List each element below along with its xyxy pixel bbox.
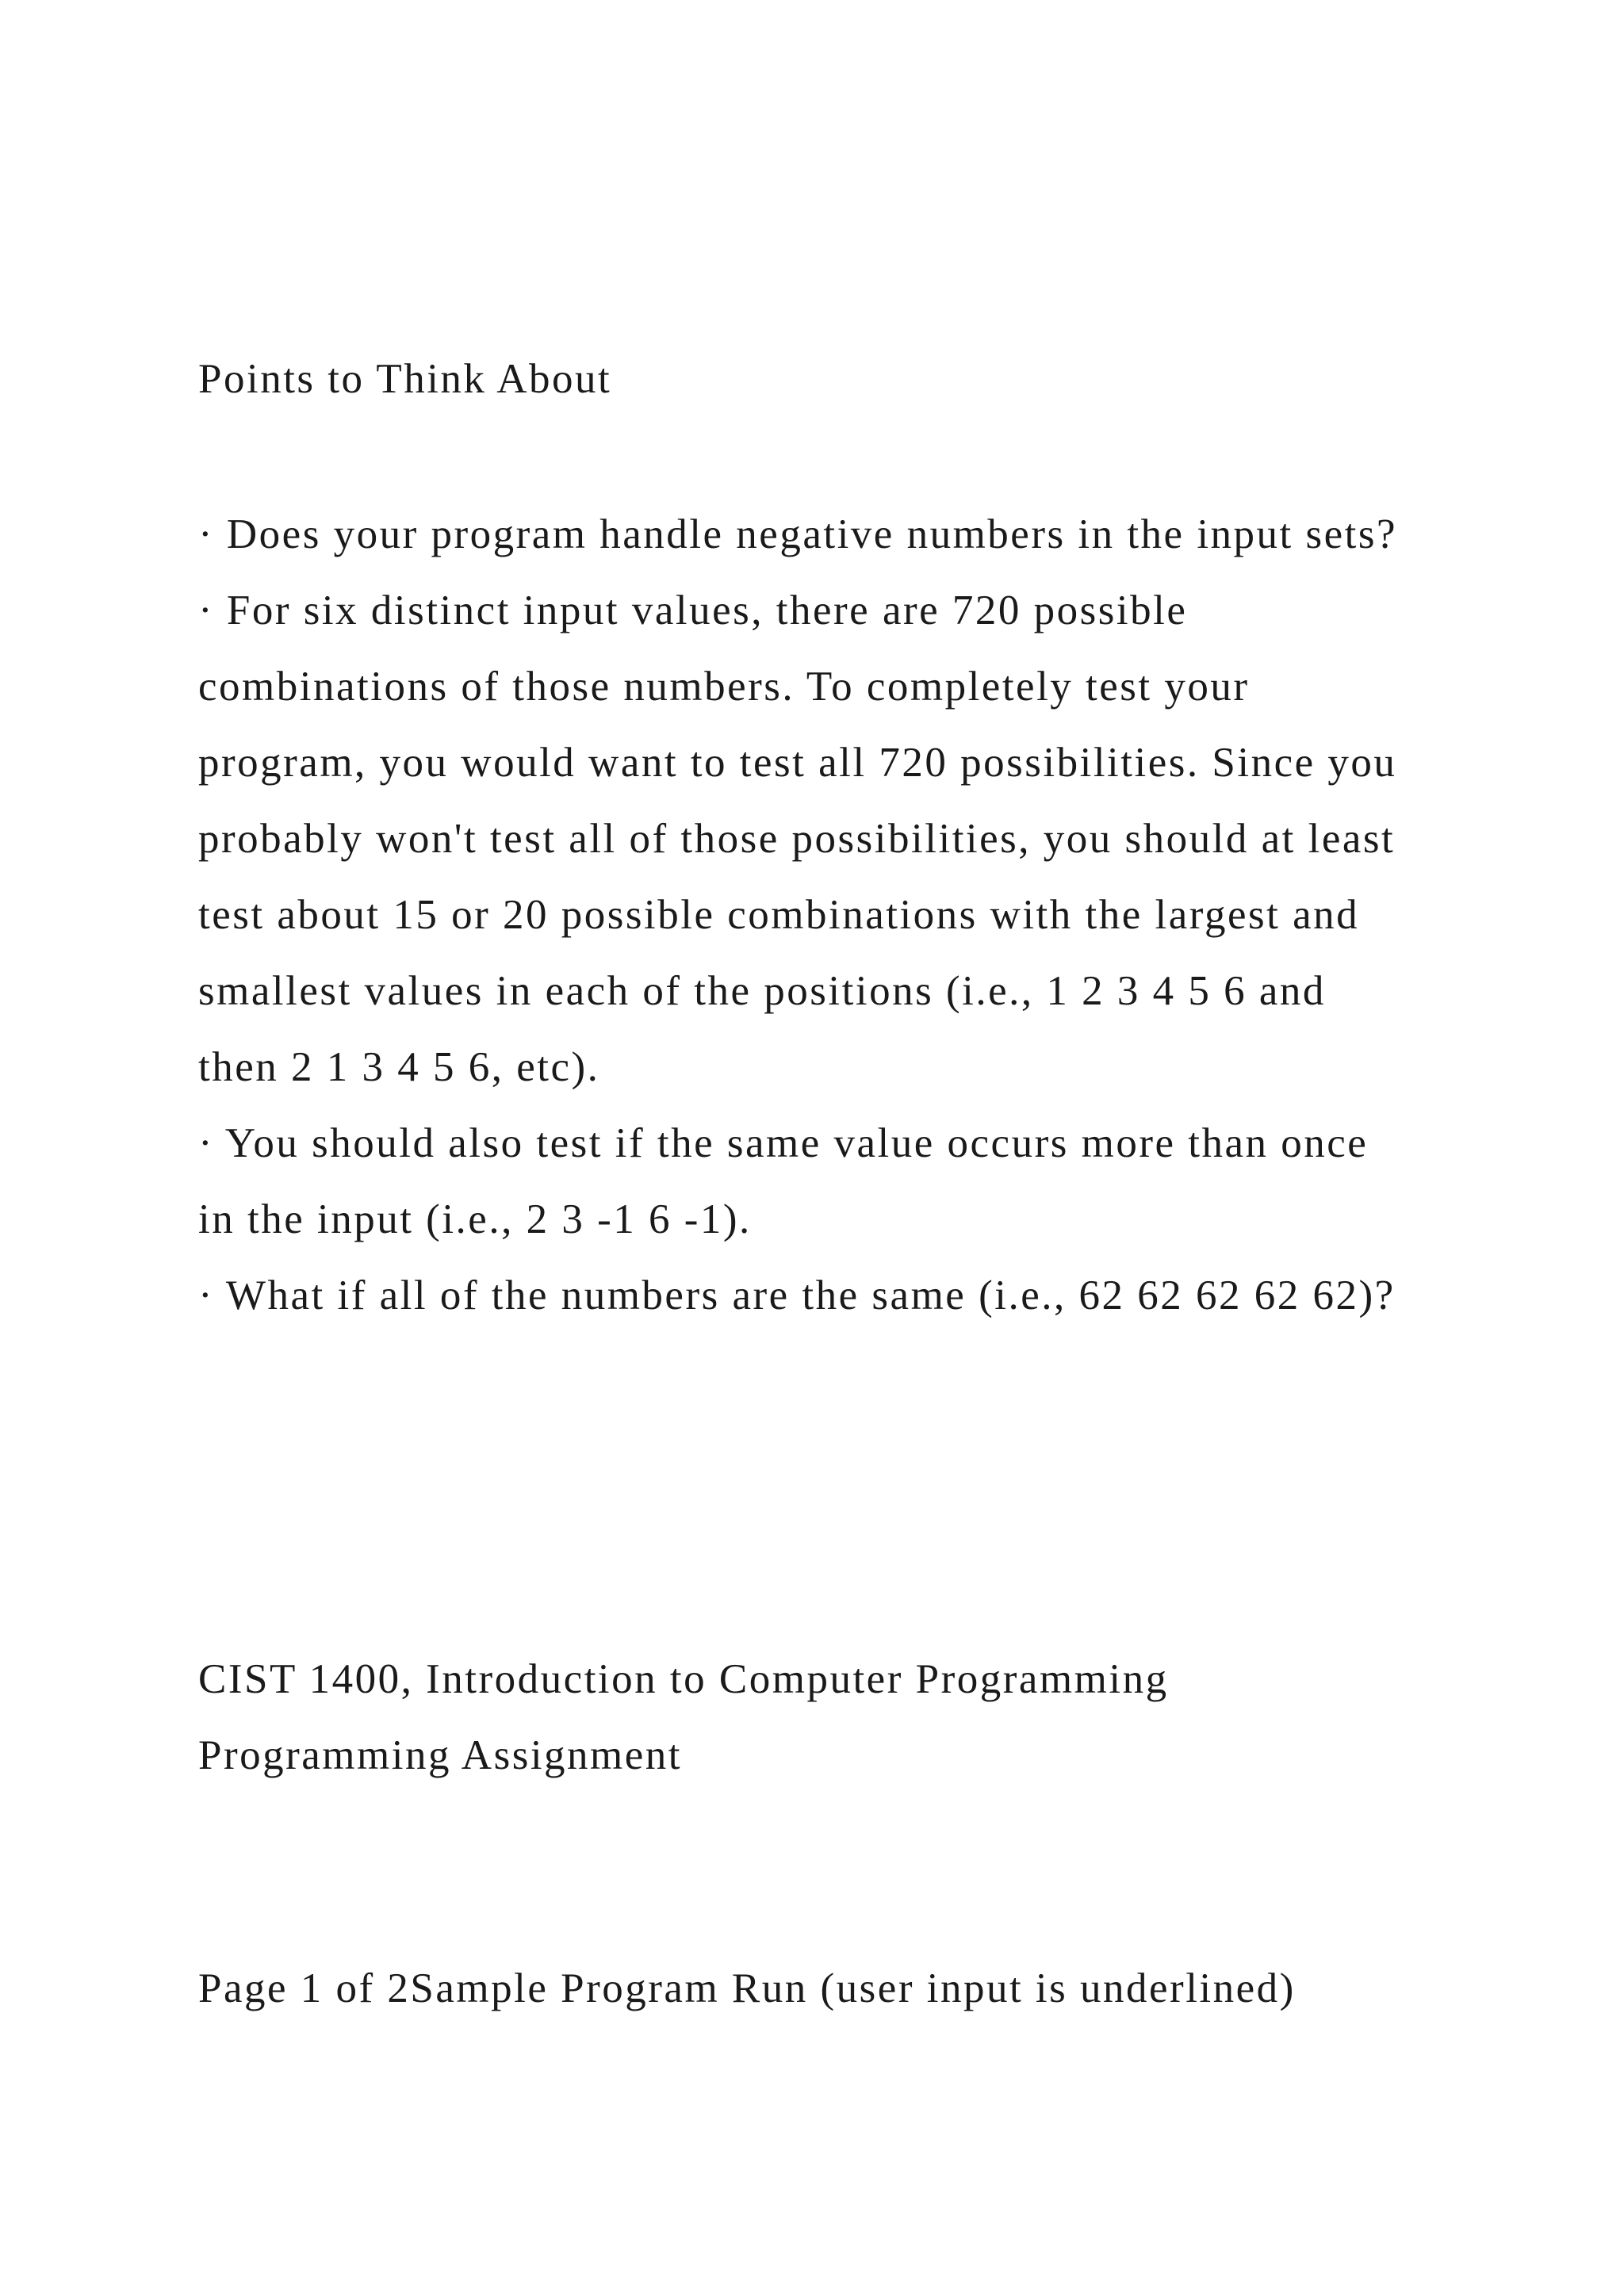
bullet-six-values: · For six distinct input values, there are 720 possible: [198, 587, 1188, 633]
bullet-duplicate-values: · You should also test if the same value occurs more than once: [198, 1120, 1369, 1166]
paragraph-line: smallest values in each of the positions (i.e., 1 2 3 4 5 6 and: [198, 968, 1326, 1014]
course-title: CIST 1400, Introduction to Computer Programming: [198, 1656, 1169, 1702]
section-heading: Points to Think About: [198, 356, 612, 402]
paragraph-line: test about 15 or 20 possible combinations with the largest and: [198, 892, 1360, 938]
bullet-all-same: · What if all of the numbers are the same (i.e., 62 62 62 62 62)?: [198, 1272, 1396, 1318]
paragraph-line: combinations of those numbers. To completely test your: [198, 664, 1250, 710]
paragraph-line: then 2 1 3 4 5 6, etc).: [198, 1044, 600, 1090]
paragraph-line: program, you would want to test all 720 possibilities. Since you: [198, 740, 1397, 786]
paragraph-line: in the input (i.e., 2 3 -1 6 -1).: [198, 1196, 752, 1242]
page-footer-line: Page 1 of 2Sample Program Run (user input is underlined): [198, 1965, 1296, 2011]
bullet-negative-numbers: · Does your program handle negative numbers in the input sets?: [198, 511, 1398, 557]
paragraph-line: probably won't test all of those possibilities, you should at least: [198, 816, 1396, 862]
assignment-title: Programming Assignment: [198, 1732, 683, 1778]
